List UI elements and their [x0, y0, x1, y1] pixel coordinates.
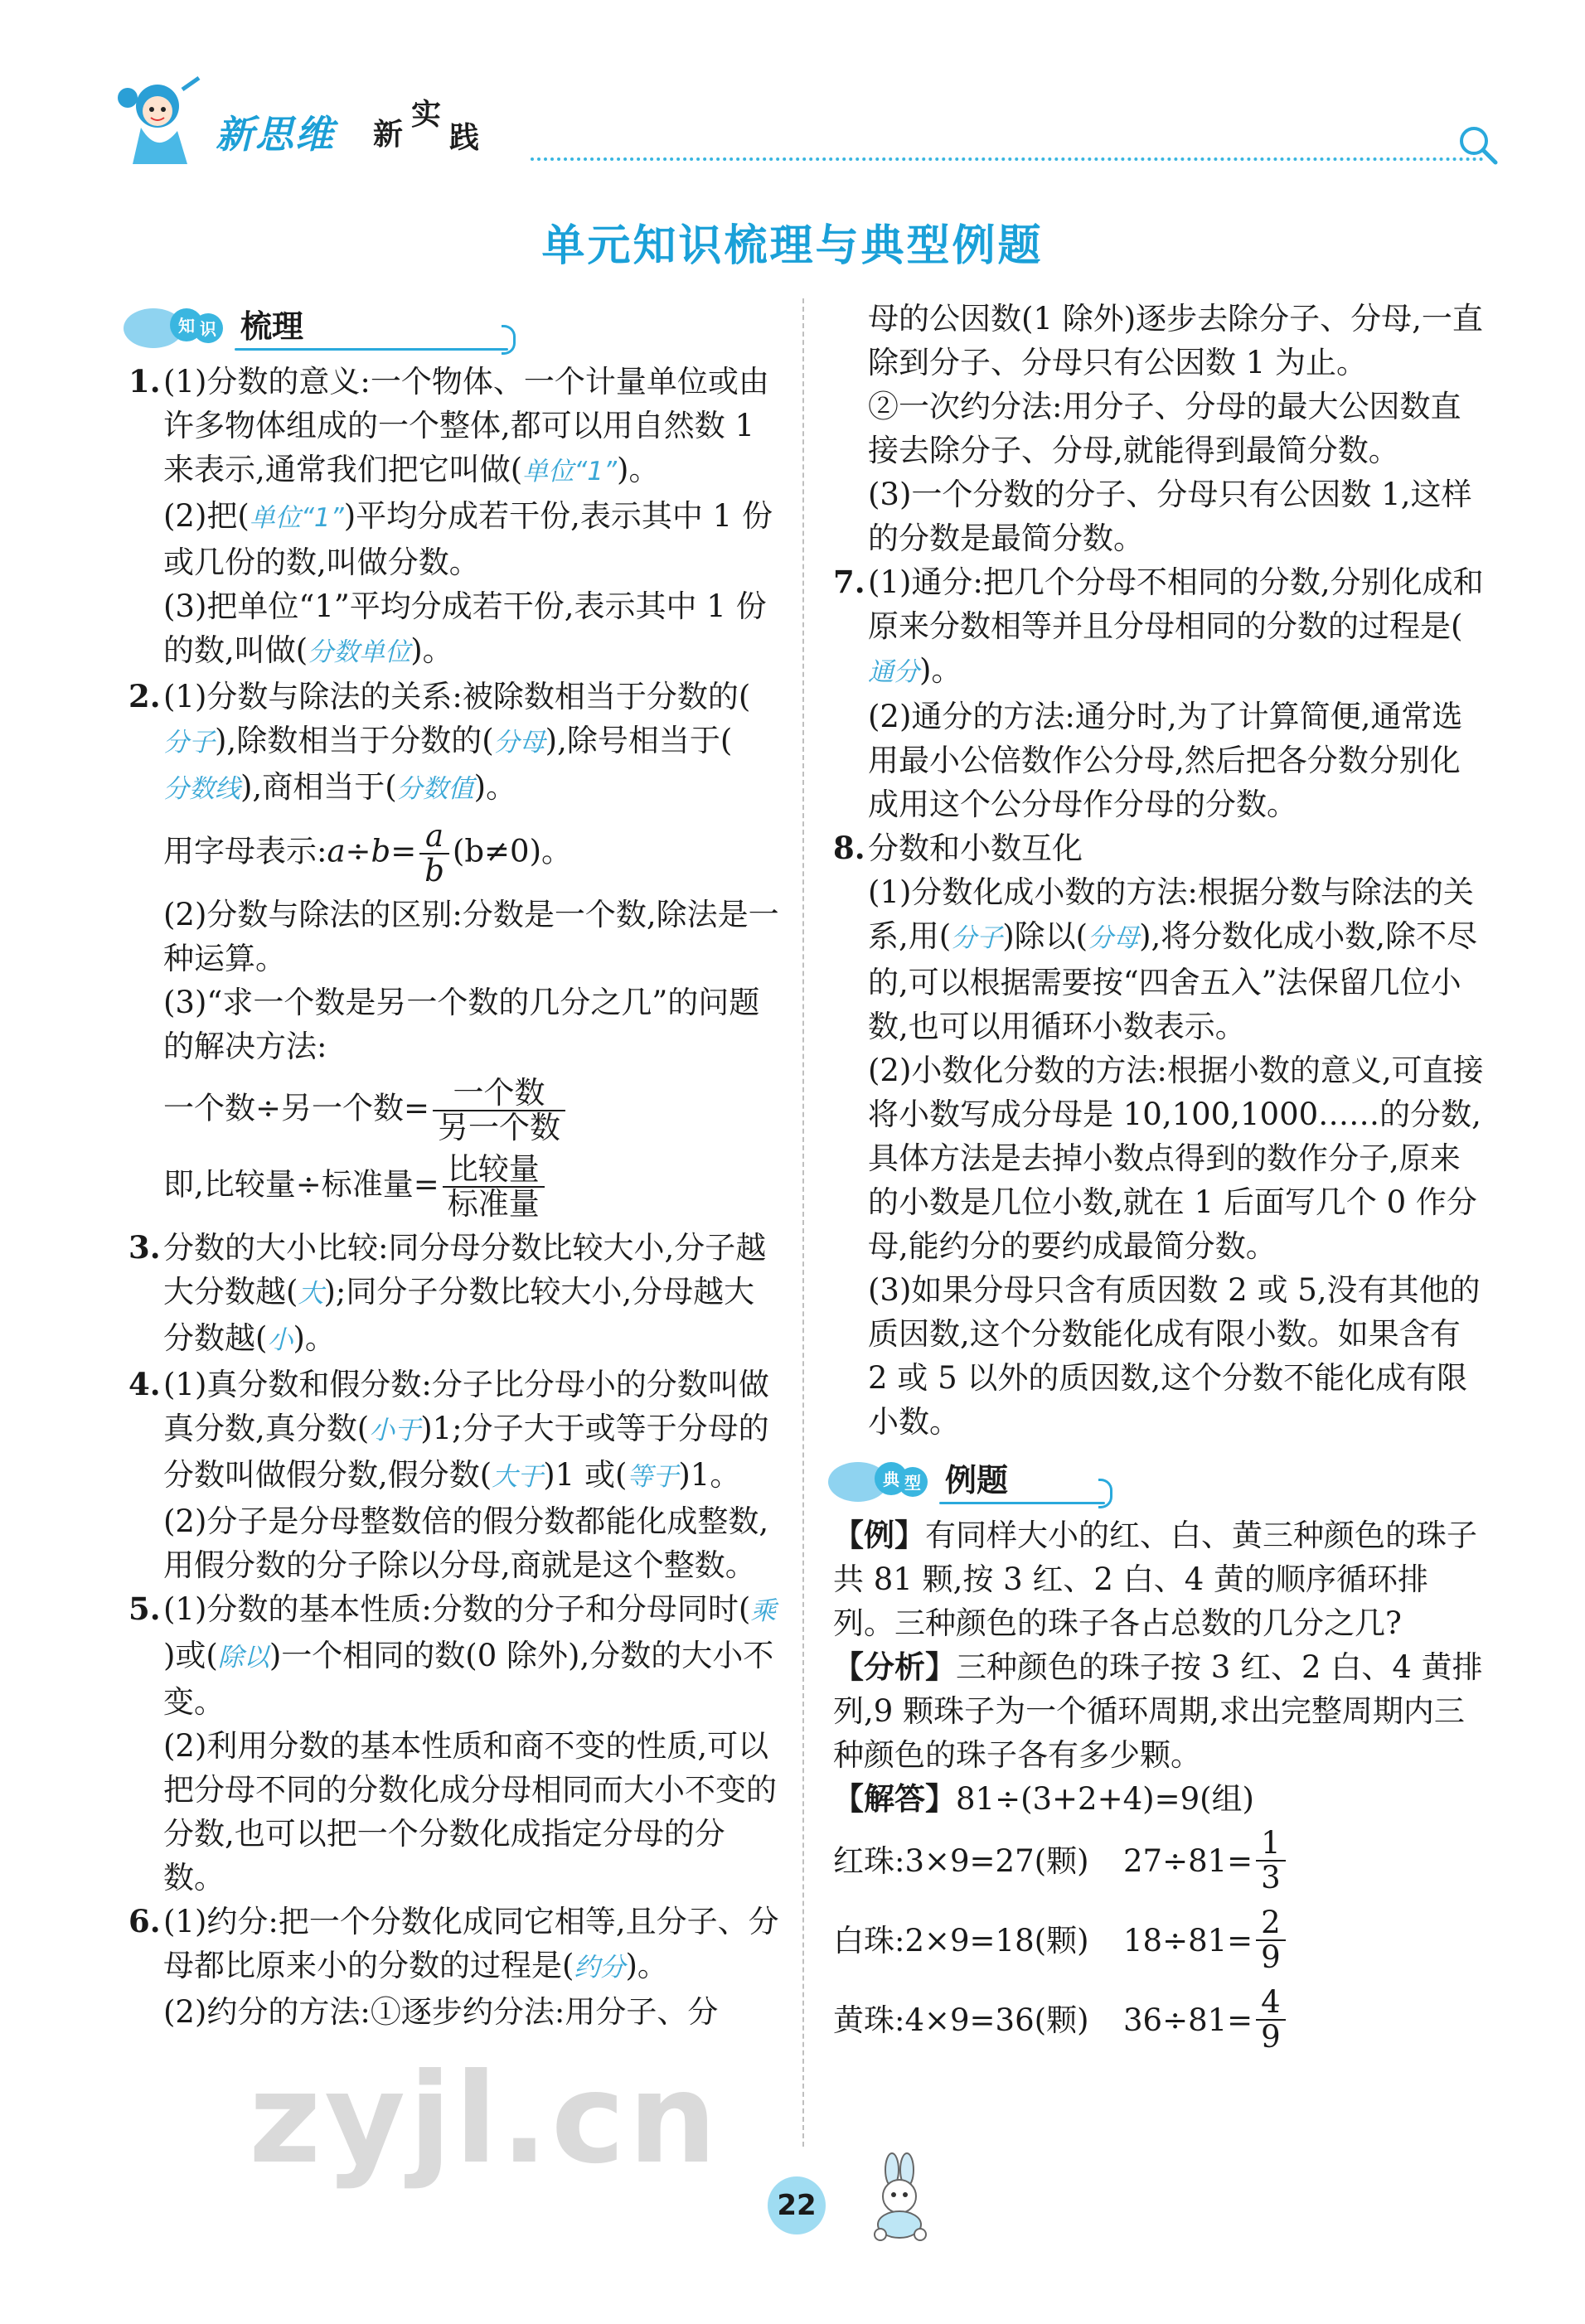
answer-text: 小: [267, 1325, 293, 1355]
item-text: (1)约分:把一个分数化成同它相等,且分子、分母都比原来小的分数的过程是(: [163, 1904, 779, 1983]
knowledge-badge-icon: [120, 300, 228, 351]
calc-division: 36÷81=: [1123, 2002, 1253, 2038]
watermark: zyjl.cn: [249, 2047, 720, 2191]
formula-line: [163, 1077, 783, 1145]
mascot-girl-icon: [108, 73, 207, 172]
item-text: )1 或(: [543, 1457, 628, 1493]
knowledge-item-1: [128, 360, 783, 675]
item-text: )。: [410, 632, 453, 668]
fraction-denominator: 另一个数: [438, 1110, 561, 1145]
calc-division: 27÷81=: [1123, 1842, 1253, 1879]
calc-count: 红珠:3×9=27(颗): [833, 1842, 1089, 1879]
item-text: )。: [617, 452, 660, 487]
page-number: 22: [768, 2176, 826, 2234]
fraction: [1256, 1827, 1286, 1895]
brand-char-3: 践: [449, 120, 480, 155]
answer-text: 分数单位: [308, 637, 411, 667]
item-text: );同分子分数比较大小,分母越大分数越(: [163, 1274, 755, 1356]
item-number: 8.: [833, 830, 865, 866]
fraction-denominator: 标准量: [447, 1186, 540, 1222]
item-text: (1)分数的基本性质:分数的分子和分母同时(: [163, 1591, 751, 1627]
item-text: (1)分数的意义:一个物体、一个计量单位或由许多物体组成的一个整体,都可以用自然数 1 来表示,通常我们把它叫做(: [163, 364, 769, 487]
item-text: (3)如果分母只含有质因数 2 或 5,没有其他的质因数,这个分数能化成有限小数。如果含有 2 或 5 以外的质因数,这个分数不能化成有限小数。: [868, 1272, 1481, 1440]
bunny-mascot-icon: [854, 2152, 945, 2243]
section-title-knowledge: 梳理: [240, 308, 304, 345]
analysis-tag: 【分析】: [833, 1649, 956, 1685]
item-text: (1)真分数和假分数:分子比分母小的分数叫做真分数,真分数(: [163, 1367, 769, 1446]
solution-tag: 【解答】: [833, 1780, 956, 1817]
fraction-denominator: 9: [1261, 1939, 1281, 1975]
section-underline: [235, 348, 508, 351]
answer-text: 分数值: [396, 774, 474, 804]
item-text: )1。: [678, 1457, 741, 1493]
solution-text: 81÷(3+2+4)=9(组): [956, 1781, 1254, 1817]
knowledge-item-6-continued: [833, 297, 1488, 560]
fraction: [443, 1153, 545, 1221]
answer-text: 通分: [868, 657, 919, 687]
badge-text-2: 型: [904, 1473, 921, 1493]
item-text: )。: [919, 652, 962, 688]
knowledge-item-7: [833, 560, 1488, 826]
example-badge-icon: [825, 1454, 933, 1505]
formula-text: 一个数÷另一个数=: [163, 1090, 430, 1126]
column-divider: [802, 298, 804, 2147]
knowledge-item-3: [128, 1226, 783, 1363]
answer-text: 单位“1”: [249, 503, 344, 533]
item-text: )1;分子大于或等于分母的分数叫做假分数,假分数(: [163, 1411, 769, 1493]
formula-text: (b≠0)。: [452, 833, 573, 869]
item-text: )。: [625, 1948, 668, 1983]
fraction-denominator: 9: [1261, 2019, 1281, 2055]
calc-row-yellow: [833, 1980, 1488, 2060]
example-tag: 【例】: [833, 1517, 925, 1553]
fraction-numerator: 比较量: [443, 1153, 545, 1188]
item-text: (2)把(: [163, 498, 250, 534]
item-text: )或(: [163, 1638, 218, 1673]
brand-char-1: 新: [373, 117, 404, 152]
fraction-numerator: a: [419, 820, 449, 855]
calc-row-white: [833, 1900, 1488, 1980]
item-text: (1)分数与除法的关系:被除数相当于分数的(: [163, 679, 751, 714]
item-text: (2)通分的方法:通分时,为了计算简便,通常选用最小公倍数作公分母,然后把各分数分别化成用这个公分母作分母的分数。: [868, 699, 1463, 822]
fraction-numerator: 一个数: [433, 1077, 565, 1111]
item-text: (1)分数化成小数的方法:根据分数与除法的关系,用(: [868, 874, 1474, 954]
analysis-text: 三种颜色的珠子按 3 红、2 白、4 黄排列,9 颗珠子为一个循环周期,求出完整周期内三种颜色的珠子各有多少颗。: [833, 1649, 1483, 1773]
item-text: (3)把单位“1”平均分成若干份,表示其中 1 份的数,叫做(: [163, 588, 767, 668]
item-text: )平均分成若干份,表示其中 1 份或几份的数,叫做分数。: [163, 498, 773, 580]
item-text: ),除数相当于分数的(: [215, 723, 494, 758]
item-text: (2)分数与除法的区别:分数是一个数,除法是一种运算。: [163, 897, 779, 976]
answer-text: 分子: [951, 923, 1003, 953]
answer-text: 单位“1”: [522, 457, 618, 487]
knowledge-item-6: [128, 1900, 783, 2034]
fraction: [1256, 1906, 1286, 1974]
page-header: [99, 65, 1500, 181]
item-text: ),商相当于(: [240, 769, 397, 805]
item-text: (2)小数化分数的方法:根据小数的意义,可直接将小数写成分母是 10,100,1000……的分数,具体方法是去掉小数点得到的数作分子,原来的小数是几位小数,就在 1 后面写几个 0 作分母,能约分的要约成最简分数。: [868, 1053, 1484, 1264]
item-text: 分数的大小比较:同分母分数比较大小,分子越大分数越(: [163, 1230, 767, 1310]
calc-count: 白珠:2×9=18(颗): [833, 1922, 1089, 1958]
section-header-knowledge: [128, 297, 783, 356]
formula-text: a÷b=: [327, 833, 417, 869]
item-number: 5.: [128, 1590, 161, 1627]
knowledge-item-5: [128, 1587, 783, 1900]
item-text: (2)分子是分母整数倍的假分数都能化成整数,用假分数的分子除以分母,商就是这个整数。: [163, 1503, 769, 1583]
item-text: ),将分数化成小数,除不尽的,可以根据需要按“四舍五入”法保留几位小数,也可以用循环小数表示。: [868, 918, 1478, 1044]
calc-row-red: [833, 1821, 1488, 1900]
knowledge-item-2: [128, 675, 783, 1221]
header-divider: [531, 157, 1484, 161]
badge-text-1: 知: [178, 316, 195, 336]
knowledge-item-4: [128, 1363, 783, 1587]
formula-line: [163, 820, 783, 888]
item-number: 7.: [833, 564, 865, 600]
fraction: [419, 820, 449, 888]
section-underline: [939, 1502, 1105, 1504]
section-underline-cap: [502, 325, 516, 355]
right-column: [833, 297, 1488, 2060]
brand-logo: [99, 65, 531, 172]
knowledge-item-8: [833, 826, 1488, 1444]
fraction: [433, 1077, 565, 1145]
section-title-example: 例题: [945, 1462, 1009, 1498]
fraction-numerator: 4: [1256, 1986, 1286, 2021]
item-number: 2.: [128, 678, 161, 714]
brand-name: 新思维: [216, 112, 335, 157]
item-text: (2)约分的方法:①逐步约分法:用分子、分: [163, 1994, 719, 2030]
item-number: 6.: [128, 1903, 161, 1939]
item-text: 用字母表示:: [163, 833, 327, 869]
answer-text: 等于: [627, 1462, 679, 1492]
answer-text: 除以: [217, 1643, 269, 1673]
fraction-numerator: 2: [1256, 1906, 1286, 1941]
left-column: [128, 297, 783, 2034]
answer-text: 大: [298, 1279, 324, 1309]
magnifier-icon: [1454, 121, 1500, 167]
item-number: 4.: [128, 1366, 161, 1402]
formula-text: 即,比较量÷标准量=: [163, 1166, 439, 1203]
calc-count: 黄珠:4×9=36(颗): [833, 2002, 1089, 2038]
item-number: 3.: [128, 1229, 161, 1266]
answer-text: 约分: [574, 1953, 626, 1983]
answer-text: 分母: [1088, 923, 1140, 953]
badge-text-2: 识: [200, 319, 216, 339]
item-text: (1)通分:把几个分母不相同的分数,分别化成和原来分数相等并且分母相同的分数的过程是(: [868, 564, 1484, 644]
answer-text: 分数线: [163, 774, 240, 804]
answer-text: 大于: [492, 1462, 544, 1492]
item-number: 1.: [128, 363, 161, 399]
item-text: (3)“求一个数是另一个数的几分之几”的问题的解决方法:: [163, 985, 760, 1064]
item-text: ②一次约分法:用分子、分母的最大公因数直接去除分子、分母,就能得到最简分数。: [868, 389, 1461, 468]
fraction: [1256, 1986, 1286, 2054]
calc-division: 18÷81=: [1123, 1922, 1253, 1958]
item-text: ),除号相当于(: [545, 723, 733, 758]
brand-char-2: 实: [411, 97, 442, 132]
example-text: 有同样大小的红、白、黄三种颜色的珠子共 81 颗,按 3 红、2 白、4 黄的顺序循环排列。三种颜色的珠子各占总数的几分之几?: [833, 1518, 1477, 1641]
badge-text-1: 典: [883, 1469, 899, 1489]
answer-text: 分子: [163, 728, 215, 758]
item-text: )除以(: [1002, 918, 1088, 954]
fraction-denominator: 3: [1261, 1860, 1281, 1896]
section-underline-cap: [1098, 1479, 1112, 1508]
fraction-numerator: 1: [1256, 1827, 1286, 1862]
item-text: 母的公因数(1 除外)逐步去除分子、分母,一直除到分子、分母只有公因数 1 为止。: [868, 301, 1483, 380]
section-header-example: [833, 1450, 1488, 1510]
item-text: (2)利用分数的基本性质和商不变的性质,可以把分母不同的分数化成分母相同而大小不变的分数,也可以把一个分数化成指定分母的分数。: [163, 1728, 777, 1896]
item-text: )。: [473, 769, 517, 805]
item-heading: 分数和小数互化: [868, 830, 1083, 866]
answer-text: 分母: [493, 728, 545, 758]
item-text: )。: [293, 1320, 336, 1356]
item-text: (3)一个分数的分子、分母只有公因数 1,这样的分数是最简分数。: [868, 477, 1472, 556]
formula-line: [163, 1153, 783, 1221]
answer-text: 乘: [750, 1596, 777, 1626]
page-title: 单元知识梳理与典型例题: [541, 221, 1044, 271]
example-block: [833, 1513, 1488, 2060]
answer-text: 小于: [369, 1416, 421, 1445]
item-text: )一个相同的数(0 除外),分数的大小不变。: [163, 1638, 774, 1720]
fraction-denominator: b: [424, 853, 444, 888]
